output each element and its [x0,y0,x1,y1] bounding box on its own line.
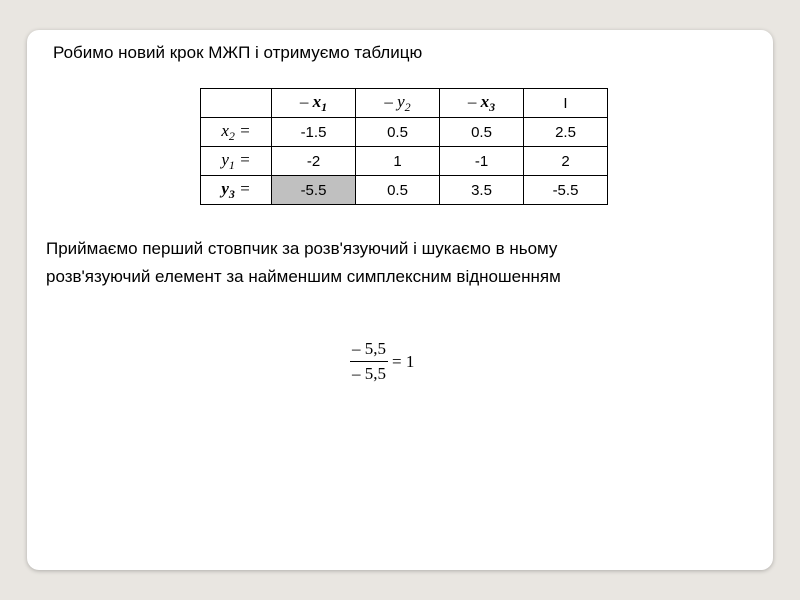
table-cell: 0.5 [356,176,440,205]
table-cell: 2.5 [524,118,608,147]
row-header-x2: $x_2$ = [201,118,272,147]
column-header-x1: – $x_1$ [272,89,356,118]
explanation-line-2: розв'язуючий елемент за найменшим симплексним відношенням [46,267,561,286]
table-header-row [201,89,608,118]
fraction-result: = 1 [392,351,415,371]
simplex-table [200,88,608,205]
ratio-formula [350,339,414,384]
table-cell: 0.5 [356,118,440,147]
fraction-numerator: – 5,5 [350,339,388,362]
table-cell: 2 [524,147,608,176]
table-cell: -5.5 [524,176,608,205]
column-header-x3: – $x_3$ [440,89,524,118]
fraction [350,339,388,384]
fraction-denominator: – 5,5 [352,364,386,383]
row-header-y3: $y_3$ = [201,176,272,205]
table-row [201,147,608,176]
table-row [201,118,608,147]
column-header-free-term: I [524,89,608,118]
table-cell: 0.5 [440,118,524,147]
table-cell: 3.5 [440,176,524,205]
pivot-cell: -5.5 [272,176,356,205]
table-cell: -2 [272,147,356,176]
table-cell: -1 [440,147,524,176]
explanation-line-1: Приймаємо перший стовпчик за розв'язуючий і шукаємо в ньому [46,239,558,258]
slide-heading: Робимо новий крок МЖП і отримуємо таблицю [53,43,423,62]
table-cell: -1.5 [272,118,356,147]
column-header-y2: – $y_2$ [356,89,440,118]
table-row [201,176,608,205]
corner-cell [201,89,272,118]
row-header-y1: $y_1$ = [201,147,272,176]
explanation-paragraph [46,235,686,291]
table-cell: 1 [356,147,440,176]
